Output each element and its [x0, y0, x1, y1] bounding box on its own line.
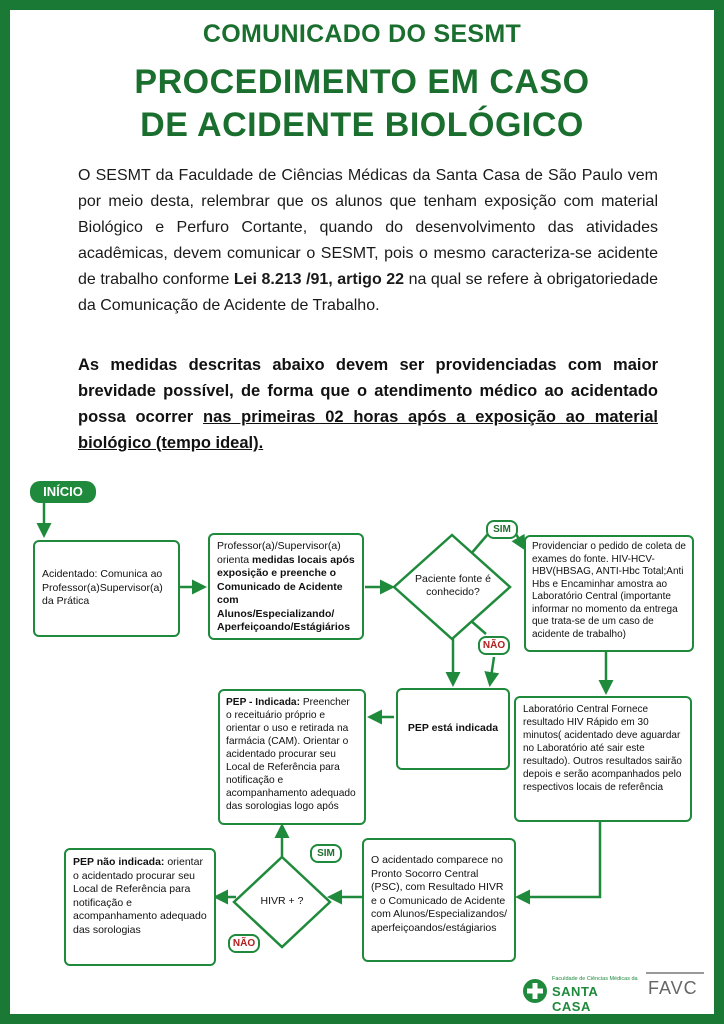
- intro-text-2: na qual se refere à obrigatoriedade da Comunicação de Acidente de Trabalho.: [78, 271, 658, 314]
- badge-no-hivr: NÃO: [228, 934, 260, 953]
- badge-no-source: NÃO: [478, 636, 510, 655]
- santa-casa-logo: [522, 976, 638, 1014]
- box-pep-indicated: PEP está indicada: [396, 688, 510, 770]
- box-accident-report: Acidentado: Comunica ao Professor(a)Supervisor(a) da Prática: [33, 540, 180, 637]
- pep-no-title: PEP não indicada:: [73, 856, 165, 868]
- box-professor-orientation: [208, 533, 364, 640]
- box-pep-not-indicated: [64, 848, 216, 966]
- diamond-source-label: Paciente fonte é conhecido?: [415, 573, 491, 598]
- line-diamond-to-yes: [470, 534, 488, 555]
- favc-logo-text: FAVC: [648, 978, 698, 998]
- box-pep-yes: [218, 689, 366, 825]
- badge-yes-source: SIM: [486, 520, 518, 539]
- santa-casa-cross-icon: [522, 978, 548, 1004]
- start-badge: INÍCIO: [30, 481, 96, 503]
- professor-text-2: medidas locais após exposição e preenche o Comunicado de Acidente com Alunos/Especializando/ Aperfeiçoando/Estágiários: [217, 553, 355, 633]
- santa-casa-logo-sub: Faculdade de Ciências Médicas da: [552, 976, 638, 982]
- badge-yes-hivr: SIM: [310, 844, 342, 863]
- box-emergency-room: O acidentado comparece no Pronto Socorro Central (PSC), com Resultado HIVR e o Comunicado de Acidente com Alunos/Especializandos/ aperfeiçoandos/estágiarios: [362, 838, 516, 962]
- intro-law-reference: Lei 8.213 /91, artigo 22: [233, 271, 405, 288]
- notice-text: As medidas descritas abaixo devem ser providenciadas com maior brevidade possível, de forma que o atendimento médico ao acidentado possa ocorrer: [78, 356, 658, 426]
- page-title-line-2: DE ACIDENTE BIOLÓGICO: [140, 106, 584, 144]
- arrow-yes-to-lab-request: [516, 534, 524, 548]
- professor-text-1: Professor(a)/Supervisor(a) orienta: [217, 540, 341, 566]
- arrow-result-to-psc: [518, 822, 600, 897]
- favc-logo-bar: [646, 972, 704, 974]
- pep-no-text: orientar o acidentado procurar seu Local de Referência para notificação e acompanhamento adequado das sorologias: [73, 856, 207, 936]
- notice-time-window: nas primeiras 02 horas após a exposição ao material biológico (tempo ideal).: [78, 408, 658, 452]
- intro-text-1: O SESMT da Faculdade de Ciências Médicas da Santa Casa de São Paulo vem por meio desta, relembrar que os alunos que tenham exposição com material Biológico e Perfuro Cortante, quando do desenvolvimento das atividades acadêmicas, devem comunicar o SESMT, pois o mesmo caracteriza-se acidente de trabalho conforme: [78, 167, 658, 288]
- page-subtitle: COMUNICADO DO SESMT: [202, 20, 522, 48]
- arrow-no-to-pep: [490, 657, 494, 684]
- box-lab-request: Providenciar o pedido de coleta de exames do fonte. HIV-HCV-HBV(HBSAG, ANTI-Hbc Total;Anti Hbs e Encaminhar amostra ao Laboratório Central (importante informar no momento da entrega que trata-se de um caso de acidente de trabalho): [524, 535, 694, 652]
- diamond-hivr-label: HIVR + ?: [260, 895, 304, 907]
- santa-casa-logo-text: SANTA CASA: [552, 984, 598, 1014]
- page-title-line-1: PROCEDIMENTO EM CASO: [134, 63, 590, 101]
- favc-logo: [646, 972, 706, 1006]
- box-lab-result: Laboratório Central Fornece resultado HIV Rápido em 30 minutos( acidentado deve aguardar no Laboratório até sair este resultado). Outros resultados sairão depois e serão acompanhados pelo respectivos locais de referência: [514, 696, 692, 822]
- pep-yes-text: Preencher o receituário próprio e orientar o uso e retirada na farmácia (CAM). Orientar o acidentado procurar seu Local de Referência para notificação e acompanhamento adequado das sorologias logo após: [226, 697, 356, 812]
- pep-yes-title: PEP - Indicada:: [226, 697, 300, 708]
